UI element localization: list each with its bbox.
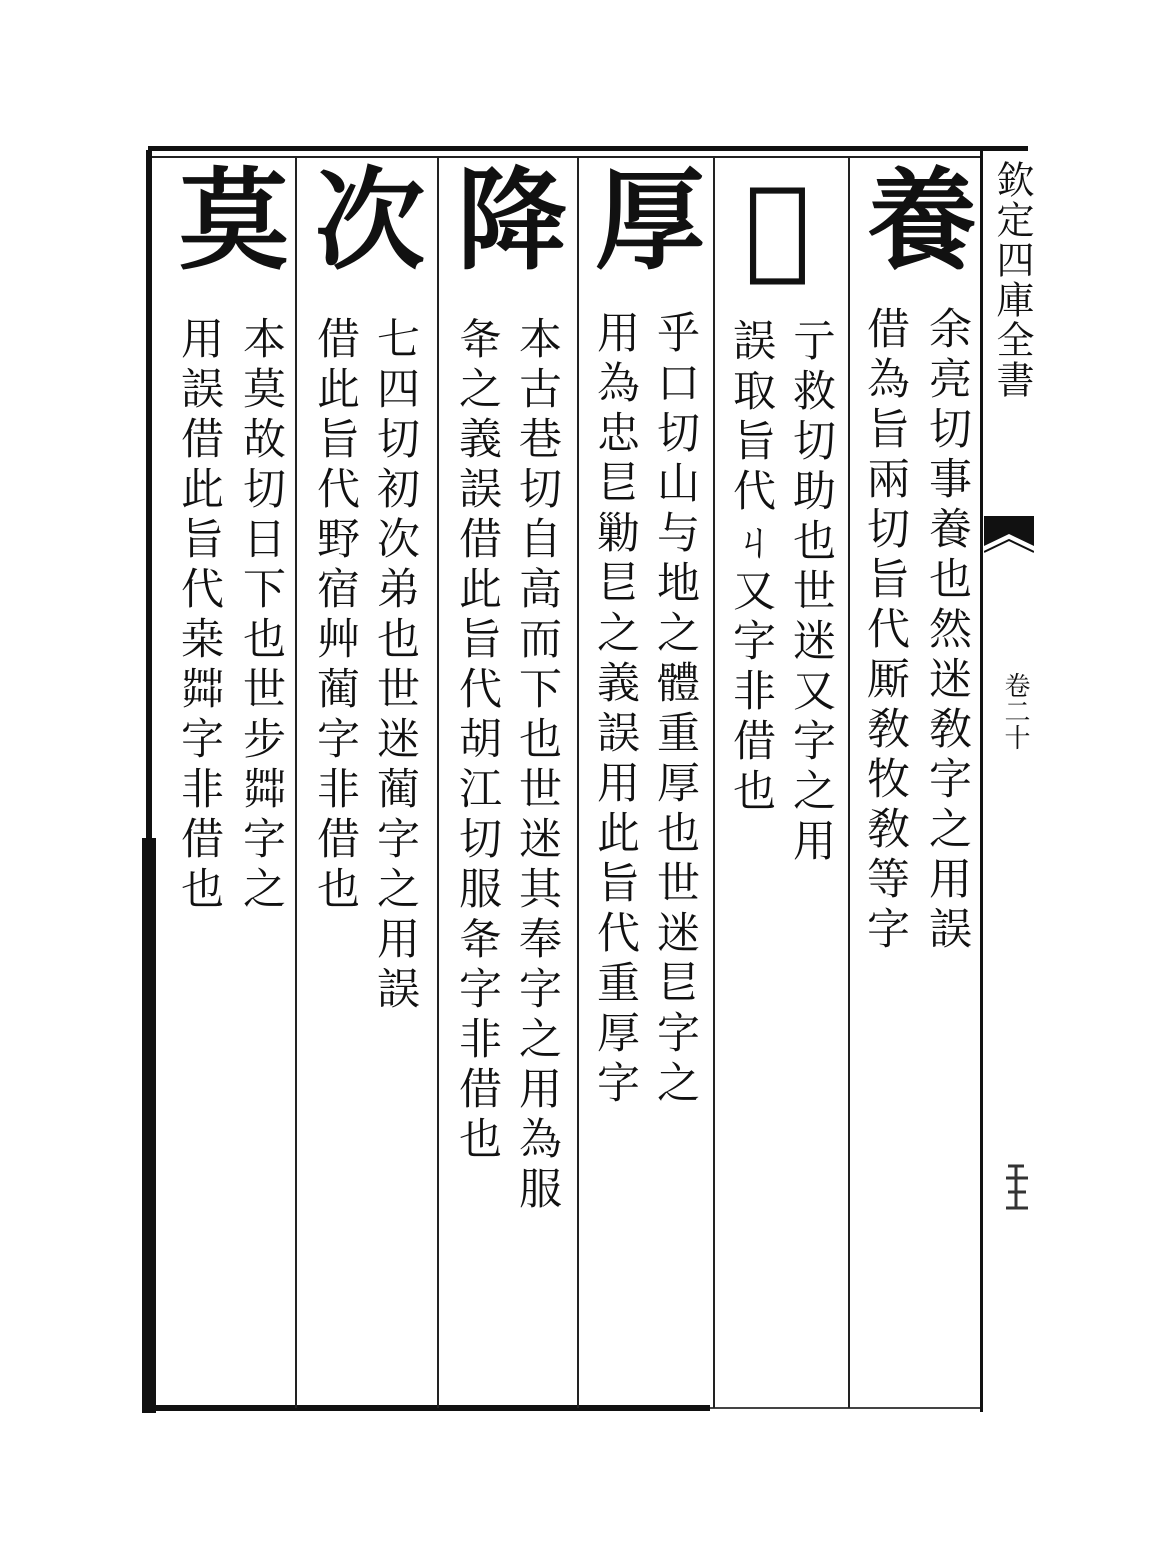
frame-inner-top-rule [148,156,983,158]
frame-bottom-rule [150,1405,710,1411]
seal-character: 莫 [161,162,290,272]
gloss-line: 本莫故切日下也世步茻字之 [236,316,286,916]
column-divider [295,156,297,1408]
gloss-line: 夅之義誤借此旨代胡江切服夅字非借也 [452,316,502,1166]
gloss-line: 用為忠㫐勦㫐之義誤用此旨代重厚字 [590,310,640,1110]
column-divider [437,156,439,1408]
frame-top-rule [148,146,1028,151]
seal-character: 厚 [577,162,706,272]
seal-character: 次 [297,162,426,272]
gloss-line: 七四切初次弟也世迷蔺字之用誤 [370,316,420,1016]
gloss-line: 本古巷切自高而下也世迷其奉字之用為服 [512,316,562,1216]
volume-number: 卷二十 [1000,672,1030,750]
book-title: 欽定四庫全書 [990,160,1034,400]
gloss-line: 用誤借此旨代桒茻字非借也 [174,316,224,916]
fishtail-mark-icon [984,506,1034,566]
page-mark-icon [1002,1158,1032,1218]
frame-bottom-rule-thin [710,1407,980,1409]
gloss-line: 余亮切事養也然迷敎字之用誤 [922,306,972,956]
seal-character: 養 [849,162,978,272]
seal-character: 降 [439,162,568,272]
column-divider [713,156,715,1408]
column-divider [848,156,850,1408]
seal-character: 𠮦 [713,162,842,291]
gloss-line: 亍救切助也世迷又字之用 [786,318,836,868]
frame-right-rule [980,150,983,1412]
gloss-line: 借為旨兩切旨代厮敎牧敎等字 [860,306,910,956]
gloss-line: 借此旨代野宿艸蔺字非借也 [310,316,360,916]
frame-left-ink-bar [142,838,156,1413]
column-divider [577,156,579,1408]
gloss-line: 乎口切山与地之體重厚也世迷㫐字之 [650,310,700,1110]
gloss-line: 誤取旨代ㄐ又字非借也 [726,318,776,818]
